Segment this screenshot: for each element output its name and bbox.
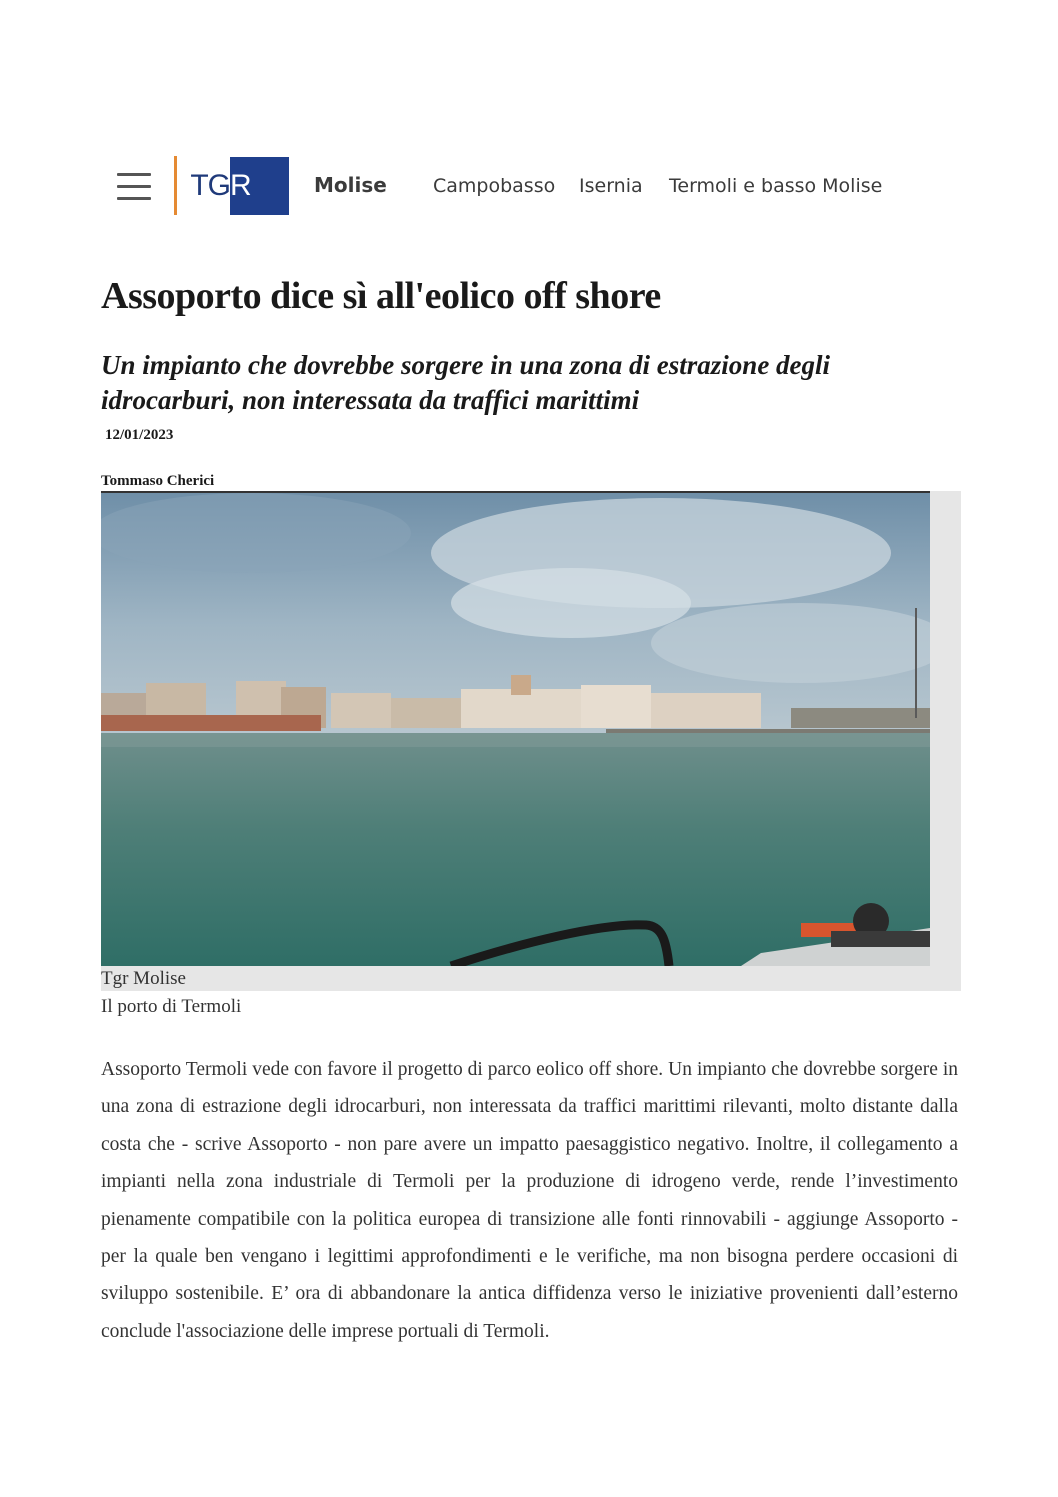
nav-link-isernia[interactable]: Isernia bbox=[579, 175, 643, 197]
article-author: Tommaso Cherici bbox=[101, 473, 215, 489]
menu-icon[interactable] bbox=[117, 173, 151, 201]
harbor-photo bbox=[101, 493, 930, 966]
nav-link-campobasso[interactable]: Campobasso bbox=[433, 175, 556, 197]
nav-link-termoli[interactable]: Termoli e basso Molise bbox=[669, 175, 883, 197]
logo-text-right: R bbox=[230, 157, 289, 215]
image-caption: Il porto di Termoli bbox=[101, 996, 242, 1017]
author-divider bbox=[101, 491, 930, 493]
article-body: Assoporto Termoli vede con favore il progetto di parco eolico off shore. Un impianto che dovrebbe sorgere in una zona di estrazione degli idrocarburi, non interessata da traffici marittimi rilevanti, molto distante dalla costa che - scrive Assoporto - non pare avere un impatto paesaggistico negativo. Inoltre, il collegamento a impianti nella zona industriale di Termoli per la produzione di idrogeno verde, rende l’investimento pienamente compatibile con la politica europea di transizione alle fonti rinnovabili - aggiunge Assoporto - per la quale ben vengano i legittimi approfondimenti e le verifiche, ma non bisogna perdere occasioni di sviluppo sostenibile. E’ ora di abbandonare la antica diffidenza verso le iniziative provenienti dall’esterno conclude l'associazione delle imprese portuali di Termoli. bbox=[101, 1059, 958, 1342]
article-image-frame bbox=[101, 491, 961, 991]
article-title: Assoporto dice sì all'eolico off shore bbox=[101, 275, 661, 317]
article-date: 12/01/2023 bbox=[105, 427, 174, 443]
site-header bbox=[0, 0, 1058, 240]
region-label[interactable]: Molise bbox=[314, 173, 387, 197]
article-subtitle: Un impianto che dovrebbe sorgere in una zona di estrazione degli idrocarburi, non interessata da traffici marittimi bbox=[101, 350, 831, 415]
tgr-logo[interactable] bbox=[189, 157, 289, 215]
logo-text-left: TG bbox=[189, 157, 230, 215]
image-credit: Tgr Molise bbox=[101, 968, 186, 989]
logo-divider bbox=[174, 156, 177, 215]
